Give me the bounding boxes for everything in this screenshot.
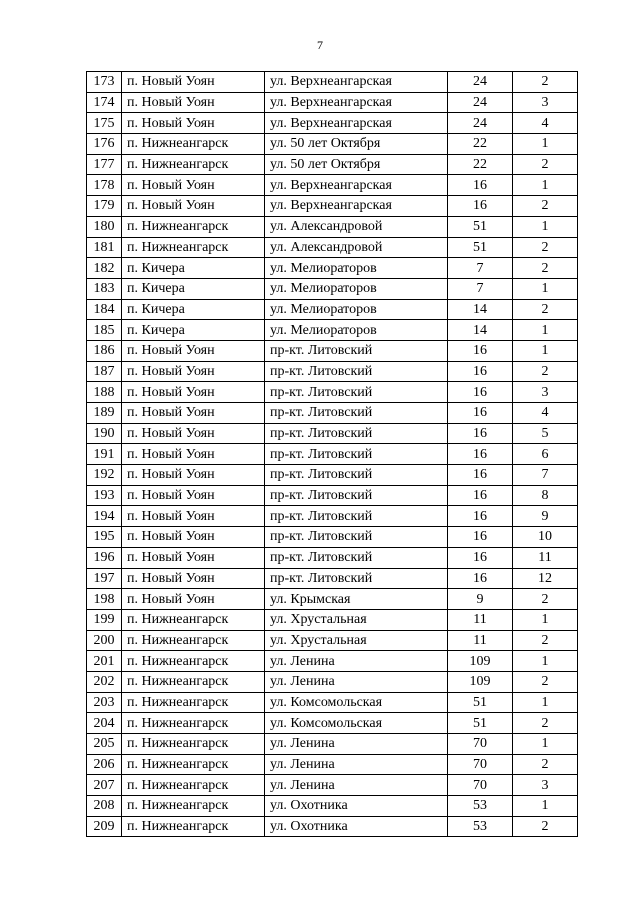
apartment-number-cell: 2 bbox=[513, 258, 578, 279]
settlement-cell: п. Новый Уоян bbox=[122, 403, 265, 424]
table-row bbox=[87, 671, 578, 692]
apartment-number-cell: 2 bbox=[513, 713, 578, 734]
settlement-cell: п. Нижнеангарск bbox=[122, 609, 265, 630]
house-number-cell: 16 bbox=[448, 403, 513, 424]
street-cell: пр-кт. Литовский bbox=[265, 465, 448, 486]
street-cell: пр-кт. Литовский bbox=[265, 444, 448, 465]
house-number-cell: 16 bbox=[448, 382, 513, 403]
house-number-cell: 11 bbox=[448, 630, 513, 651]
house-number-cell: 11 bbox=[448, 609, 513, 630]
settlement-cell: п. Новый Уоян bbox=[122, 568, 265, 589]
apartment-number-cell: 1 bbox=[513, 609, 578, 630]
row-number-cell: 192 bbox=[87, 465, 122, 486]
house-number-cell: 109 bbox=[448, 651, 513, 672]
row-number-cell: 207 bbox=[87, 775, 122, 796]
house-number-cell: 70 bbox=[448, 775, 513, 796]
settlement-cell: п. Новый Уоян bbox=[122, 444, 265, 465]
apartment-number-cell: 3 bbox=[513, 382, 578, 403]
row-number-cell: 183 bbox=[87, 278, 122, 299]
settlement-cell: п. Нижнеангарск bbox=[122, 216, 265, 237]
house-number-cell: 16 bbox=[448, 175, 513, 196]
apartment-number-cell: 2 bbox=[513, 361, 578, 382]
house-number-cell: 51 bbox=[448, 692, 513, 713]
row-number-cell: 188 bbox=[87, 382, 122, 403]
apartment-number-cell: 2 bbox=[513, 754, 578, 775]
table-row bbox=[87, 568, 578, 589]
settlement-cell: п. Нижнеангарск bbox=[122, 651, 265, 672]
table-row bbox=[87, 216, 578, 237]
street-cell: ул. Мелиораторов bbox=[265, 258, 448, 279]
street-cell: ул. Хрустальная bbox=[265, 609, 448, 630]
row-number-cell: 205 bbox=[87, 734, 122, 755]
settlement-cell: п. Нижнеангарск bbox=[122, 796, 265, 817]
house-number-cell: 16 bbox=[448, 527, 513, 548]
settlement-cell: п. Кичера bbox=[122, 258, 265, 279]
apartment-number-cell: 2 bbox=[513, 299, 578, 320]
row-number-cell: 198 bbox=[87, 589, 122, 610]
house-number-cell: 109 bbox=[448, 671, 513, 692]
house-number-cell: 16 bbox=[448, 547, 513, 568]
settlement-cell: п. Новый Уоян bbox=[122, 72, 265, 93]
row-number-cell: 185 bbox=[87, 320, 122, 341]
street-cell: ул. Александровой bbox=[265, 216, 448, 237]
house-number-cell: 24 bbox=[448, 72, 513, 93]
apartment-number-cell: 4 bbox=[513, 403, 578, 424]
street-cell: пр-кт. Литовский bbox=[265, 340, 448, 361]
row-number-cell: 209 bbox=[87, 816, 122, 837]
settlement-cell: п. Нижнеангарск bbox=[122, 734, 265, 755]
street-cell: пр-кт. Литовский bbox=[265, 547, 448, 568]
table-row bbox=[87, 465, 578, 486]
row-number-cell: 173 bbox=[87, 72, 122, 93]
settlement-cell: п. Нижнеангарск bbox=[122, 754, 265, 775]
apartment-number-cell: 1 bbox=[513, 278, 578, 299]
table-row bbox=[87, 754, 578, 775]
settlement-cell: п. Новый Уоян bbox=[122, 485, 265, 506]
row-number-cell: 180 bbox=[87, 216, 122, 237]
table-row bbox=[87, 340, 578, 361]
table-row bbox=[87, 609, 578, 630]
settlement-cell: п. Кичера bbox=[122, 299, 265, 320]
table-row bbox=[87, 547, 578, 568]
settlement-cell: п. Новый Уоян bbox=[122, 340, 265, 361]
street-cell: ул. Александровой bbox=[265, 237, 448, 258]
row-number-cell: 179 bbox=[87, 196, 122, 217]
house-number-cell: 51 bbox=[448, 237, 513, 258]
house-number-cell: 51 bbox=[448, 216, 513, 237]
house-number-cell: 24 bbox=[448, 92, 513, 113]
house-number-cell: 16 bbox=[448, 340, 513, 361]
apartment-number-cell: 1 bbox=[513, 340, 578, 361]
street-cell: ул. Охотника bbox=[265, 796, 448, 817]
street-cell: пр-кт. Литовский bbox=[265, 423, 448, 444]
apartment-number-cell: 2 bbox=[513, 154, 578, 175]
table-row bbox=[87, 527, 578, 548]
street-cell: пр-кт. Литовский bbox=[265, 485, 448, 506]
settlement-cell: п. Новый Уоян bbox=[122, 527, 265, 548]
apartment-number-cell: 1 bbox=[513, 216, 578, 237]
house-number-cell: 53 bbox=[448, 796, 513, 817]
page-number: 7 bbox=[317, 38, 323, 52]
settlement-cell: п. Новый Уоян bbox=[122, 361, 265, 382]
table-row bbox=[87, 713, 578, 734]
apartment-number-cell: 1 bbox=[513, 796, 578, 817]
table-row bbox=[87, 196, 578, 217]
table-row bbox=[87, 692, 578, 713]
street-cell: ул. Комсомольская bbox=[265, 713, 448, 734]
table-row bbox=[87, 237, 578, 258]
settlement-cell: п. Новый Уоян bbox=[122, 92, 265, 113]
street-cell: пр-кт. Литовский bbox=[265, 506, 448, 527]
house-number-cell: 9 bbox=[448, 589, 513, 610]
house-number-cell: 14 bbox=[448, 320, 513, 341]
house-number-cell: 16 bbox=[448, 485, 513, 506]
house-number-cell: 51 bbox=[448, 713, 513, 734]
table-row bbox=[87, 403, 578, 424]
street-cell: ул. Мелиораторов bbox=[265, 278, 448, 299]
street-cell: пр-кт. Литовский bbox=[265, 361, 448, 382]
street-cell: ул. Ленина bbox=[265, 651, 448, 672]
settlement-cell: п. Нижнеангарск bbox=[122, 775, 265, 796]
settlement-cell: п. Новый Уоян bbox=[122, 589, 265, 610]
settlement-cell: п. Нижнеангарск bbox=[122, 134, 265, 155]
apartment-number-cell: 4 bbox=[513, 113, 578, 134]
street-cell: ул. 50 лет Октября bbox=[265, 134, 448, 155]
street-cell: ул. Ленина bbox=[265, 671, 448, 692]
street-cell: ул. Мелиораторов bbox=[265, 299, 448, 320]
table-row bbox=[87, 423, 578, 444]
settlement-cell: п. Новый Уоян bbox=[122, 382, 265, 403]
house-number-cell: 16 bbox=[448, 444, 513, 465]
settlement-cell: п. Нижнеангарск bbox=[122, 154, 265, 175]
row-number-cell: 197 bbox=[87, 568, 122, 589]
settlement-cell: п. Новый Уоян bbox=[122, 175, 265, 196]
apartment-number-cell: 12 bbox=[513, 568, 578, 589]
row-number-cell: 184 bbox=[87, 299, 122, 320]
street-cell: ул. Верхнеангарская bbox=[265, 175, 448, 196]
table-row bbox=[87, 278, 578, 299]
house-number-cell: 24 bbox=[448, 113, 513, 134]
house-number-cell: 16 bbox=[448, 423, 513, 444]
row-number-cell: 203 bbox=[87, 692, 122, 713]
apartment-number-cell: 1 bbox=[513, 134, 578, 155]
street-cell: ул. Ленина bbox=[265, 734, 448, 755]
apartment-number-cell: 1 bbox=[513, 692, 578, 713]
row-number-cell: 200 bbox=[87, 630, 122, 651]
house-number-cell: 16 bbox=[448, 568, 513, 589]
settlement-cell: п. Новый Уоян bbox=[122, 423, 265, 444]
street-cell: ул. Ленина bbox=[265, 775, 448, 796]
row-number-cell: 191 bbox=[87, 444, 122, 465]
settlement-cell: п. Нижнеангарск bbox=[122, 630, 265, 651]
row-number-cell: 196 bbox=[87, 547, 122, 568]
house-number-cell: 22 bbox=[448, 134, 513, 155]
street-cell: ул. Мелиораторов bbox=[265, 320, 448, 341]
row-number-cell: 206 bbox=[87, 754, 122, 775]
row-number-cell: 177 bbox=[87, 154, 122, 175]
settlement-cell: п. Нижнеангарск bbox=[122, 692, 265, 713]
house-number-cell: 16 bbox=[448, 465, 513, 486]
street-cell: пр-кт. Литовский bbox=[265, 568, 448, 589]
apartment-number-cell: 2 bbox=[513, 671, 578, 692]
table-row bbox=[87, 175, 578, 196]
row-number-cell: 182 bbox=[87, 258, 122, 279]
street-cell: ул. Верхнеангарская bbox=[265, 72, 448, 93]
table-row bbox=[87, 485, 578, 506]
street-cell: ул. 50 лет Октября bbox=[265, 154, 448, 175]
row-number-cell: 194 bbox=[87, 506, 122, 527]
settlement-cell: п. Новый Уоян bbox=[122, 196, 265, 217]
row-number-cell: 208 bbox=[87, 796, 122, 817]
apartment-number-cell: 2 bbox=[513, 237, 578, 258]
settlement-cell: п. Новый Уоян bbox=[122, 506, 265, 527]
row-number-cell: 195 bbox=[87, 527, 122, 548]
table-row bbox=[87, 154, 578, 175]
settlement-cell: п. Новый Уоян bbox=[122, 547, 265, 568]
settlement-cell: п. Нижнеангарск bbox=[122, 237, 265, 258]
apartment-number-cell: 2 bbox=[513, 589, 578, 610]
table-row bbox=[87, 113, 578, 134]
street-cell: пр-кт. Литовский bbox=[265, 382, 448, 403]
house-number-cell: 14 bbox=[448, 299, 513, 320]
house-number-cell: 16 bbox=[448, 196, 513, 217]
street-cell: ул. Охотника bbox=[265, 816, 448, 837]
house-number-cell: 16 bbox=[448, 506, 513, 527]
apartment-number-cell: 3 bbox=[513, 775, 578, 796]
row-number-cell: 202 bbox=[87, 671, 122, 692]
apartment-number-cell: 2 bbox=[513, 816, 578, 837]
row-number-cell: 181 bbox=[87, 237, 122, 258]
apartment-number-cell: 1 bbox=[513, 175, 578, 196]
house-number-cell: 70 bbox=[448, 754, 513, 775]
row-number-cell: 186 bbox=[87, 340, 122, 361]
table-row bbox=[87, 134, 578, 155]
apartment-number-cell: 2 bbox=[513, 196, 578, 217]
table-row bbox=[87, 444, 578, 465]
settlement-cell: п. Кичера bbox=[122, 320, 265, 341]
apartment-number-cell: 5 bbox=[513, 423, 578, 444]
house-number-cell: 7 bbox=[448, 258, 513, 279]
row-number-cell: 187 bbox=[87, 361, 122, 382]
address-table bbox=[86, 71, 578, 837]
row-number-cell: 190 bbox=[87, 423, 122, 444]
apartment-number-cell: 1 bbox=[513, 651, 578, 672]
row-number-cell: 174 bbox=[87, 92, 122, 113]
apartment-number-cell: 8 bbox=[513, 485, 578, 506]
settlement-cell: п. Нижнеангарск bbox=[122, 671, 265, 692]
row-number-cell: 189 bbox=[87, 403, 122, 424]
table-row bbox=[87, 299, 578, 320]
settlement-cell: п. Новый Уоян bbox=[122, 113, 265, 134]
row-number-cell: 178 bbox=[87, 175, 122, 196]
street-cell: ул. Крымская bbox=[265, 589, 448, 610]
row-number-cell: 201 bbox=[87, 651, 122, 672]
street-cell: ул. Ленина bbox=[265, 754, 448, 775]
house-number-cell: 7 bbox=[448, 278, 513, 299]
table-row bbox=[87, 361, 578, 382]
row-number-cell: 193 bbox=[87, 485, 122, 506]
row-number-cell: 204 bbox=[87, 713, 122, 734]
apartment-number-cell: 9 bbox=[513, 506, 578, 527]
settlement-cell: п. Нижнеангарск bbox=[122, 713, 265, 734]
street-cell: ул. Комсомольская bbox=[265, 692, 448, 713]
table-row bbox=[87, 258, 578, 279]
apartment-number-cell: 7 bbox=[513, 465, 578, 486]
apartment-number-cell: 10 bbox=[513, 527, 578, 548]
settlement-cell: п. Кичера bbox=[122, 278, 265, 299]
house-number-cell: 16 bbox=[448, 361, 513, 382]
table-row bbox=[87, 72, 578, 93]
apartment-number-cell: 2 bbox=[513, 72, 578, 93]
table-row bbox=[87, 320, 578, 341]
apartment-number-cell: 1 bbox=[513, 320, 578, 341]
table-row bbox=[87, 796, 578, 817]
table-row bbox=[87, 589, 578, 610]
table-row bbox=[87, 734, 578, 755]
house-number-cell: 53 bbox=[448, 816, 513, 837]
table-row bbox=[87, 382, 578, 403]
street-cell: ул. Верхнеангарская bbox=[265, 92, 448, 113]
street-cell: пр-кт. Литовский bbox=[265, 403, 448, 424]
table-row bbox=[87, 506, 578, 527]
street-cell: пр-кт. Литовский bbox=[265, 527, 448, 548]
street-cell: ул. Верхнеангарская bbox=[265, 196, 448, 217]
row-number-cell: 175 bbox=[87, 113, 122, 134]
street-cell: ул. Хрустальная bbox=[265, 630, 448, 651]
apartment-number-cell: 11 bbox=[513, 547, 578, 568]
table-row bbox=[87, 816, 578, 837]
table-row bbox=[87, 92, 578, 113]
row-number-cell: 176 bbox=[87, 134, 122, 155]
table-row bbox=[87, 651, 578, 672]
table-body bbox=[87, 72, 578, 837]
house-number-cell: 70 bbox=[448, 734, 513, 755]
apartment-number-cell: 6 bbox=[513, 444, 578, 465]
table-row bbox=[87, 630, 578, 651]
apartment-number-cell: 3 bbox=[513, 92, 578, 113]
row-number-cell: 199 bbox=[87, 609, 122, 630]
street-cell: ул. Верхнеангарская bbox=[265, 113, 448, 134]
apartment-number-cell: 2 bbox=[513, 630, 578, 651]
table-row bbox=[87, 775, 578, 796]
apartment-number-cell: 1 bbox=[513, 734, 578, 755]
settlement-cell: п. Новый Уоян bbox=[122, 465, 265, 486]
settlement-cell: п. Нижнеангарск bbox=[122, 816, 265, 837]
house-number-cell: 22 bbox=[448, 154, 513, 175]
